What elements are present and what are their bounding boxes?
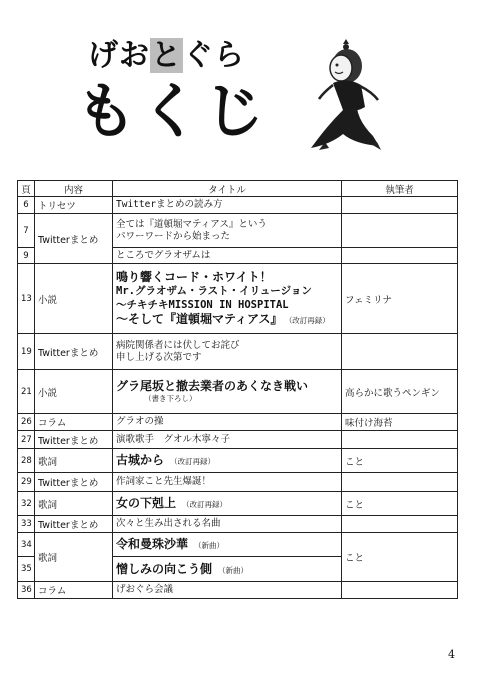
title-line: Twitterまとめの読み方 — [116, 199, 223, 211]
title-line: 古城から — [116, 453, 165, 467]
row-author: 高らかに歌うペンギン — [342, 370, 458, 414]
title-line: グラオの操 — [116, 416, 164, 428]
row-page: 27 — [18, 431, 35, 449]
row-page: 34 — [18, 533, 35, 557]
page-number: 4 — [448, 648, 455, 661]
row-type: Twitterまとめ — [35, 431, 113, 449]
row-type: Twitterまとめ — [35, 214, 113, 264]
title-line: げおぐら会議 — [116, 584, 174, 596]
title-line: ～そして『道頓堀マティアス』 — [116, 311, 283, 326]
column-header-type: 内容 — [35, 181, 113, 197]
row-author: こと — [342, 449, 458, 473]
row-page: 35 — [18, 557, 35, 582]
row-type: 歌詞 — [35, 449, 113, 473]
title-note: （書き下ろし） — [144, 394, 197, 404]
table-row — [18, 516, 458, 533]
title-line: 全ては『道頓堀マティアス』という — [116, 218, 267, 230]
row-title — [113, 582, 342, 599]
row-author — [342, 214, 458, 248]
row-page: 21 — [18, 370, 35, 414]
table-row — [18, 334, 458, 370]
row-title — [113, 449, 342, 473]
row-type: トリセツ — [35, 197, 113, 214]
row-type: コラム — [35, 414, 113, 431]
table-row — [18, 214, 458, 248]
column-header-author: 執筆者 — [342, 181, 458, 197]
row-title — [113, 414, 342, 431]
row-page: 28 — [18, 449, 35, 473]
row-title — [113, 431, 342, 449]
row-type: 小説 — [35, 264, 113, 334]
row-title — [113, 248, 342, 264]
row-type: コラム — [35, 582, 113, 599]
row-type: Twitterまとめ — [35, 516, 113, 533]
title-line: 令和曼珠沙華 — [116, 537, 189, 551]
row-author: こと — [342, 492, 458, 516]
row-title — [113, 334, 342, 370]
title-note: （新曲） — [218, 565, 249, 575]
title-note: （改訂再録） — [182, 500, 228, 509]
row-page: 32 — [18, 492, 35, 516]
title-line: Mr.グラオザム・ラスト・イリュージョン — [116, 285, 312, 298]
row-author: こと — [342, 533, 458, 582]
table-row — [18, 197, 458, 214]
row-author — [342, 516, 458, 533]
table-row — [18, 370, 458, 414]
table-row — [18, 582, 458, 599]
row-author — [342, 334, 458, 370]
row-page: 7 — [18, 214, 35, 248]
title-line: 鳴り響くコード・ホワイト！ — [116, 270, 272, 285]
title-line: ～チキチキMISSION IN HOSPITAL — [116, 298, 289, 311]
row-title — [113, 370, 342, 414]
logo-text-1: げお — [88, 38, 150, 73]
title-line: 申し上げる次第です — [116, 351, 202, 363]
row-page: 29 — [18, 473, 35, 492]
title-note: （改訂再録） — [288, 315, 330, 325]
row-page: 13 — [18, 264, 35, 334]
row-type: 歌詞 — [35, 533, 113, 582]
row-type: Twitterまとめ — [35, 473, 113, 492]
table-row — [18, 492, 458, 516]
title-line: パワーワードから始まった — [116, 230, 231, 242]
row-page: 19 — [18, 334, 35, 370]
logo — [88, 30, 245, 74]
row-page: 9 — [18, 248, 35, 264]
title-note: （新曲） — [194, 541, 225, 550]
title-line: グラ尾坂と撤去業者のあくなき戦い — [116, 379, 309, 394]
table-row — [18, 414, 458, 431]
row-page: 33 — [18, 516, 35, 533]
page-title: もくじ — [76, 77, 268, 147]
logo-text-2: と — [151, 38, 182, 73]
row-type: 歌詞 — [35, 492, 113, 516]
mascot-illustration — [305, 38, 395, 156]
row-title — [113, 264, 342, 334]
title-line: ところでグラオザムは — [116, 249, 211, 261]
row-author — [342, 248, 458, 264]
column-header-title: タイトル — [113, 181, 342, 197]
title-line: 病院関係者には伏してお詫び — [116, 339, 240, 351]
title-line: 女の下剋上 — [116, 496, 177, 510]
row-title — [113, 516, 342, 533]
row-title — [113, 214, 342, 248]
toc-table — [17, 180, 458, 599]
row-type: Twitterまとめ — [35, 334, 113, 370]
row-title — [113, 557, 342, 582]
row-page: 26 — [18, 414, 35, 431]
title-line: 作詞家こと先生爆誕！ — [116, 476, 212, 488]
row-page: 6 — [18, 197, 35, 214]
title-line: 演歌歌手 グオル木寧々子 — [116, 433, 231, 445]
row-title — [113, 492, 342, 516]
table-header-row — [18, 181, 458, 197]
row-page: 36 — [18, 582, 35, 599]
row-title — [113, 197, 342, 214]
title-line: 次々と生み出される名曲 — [116, 518, 221, 530]
table-row — [18, 264, 458, 334]
row-type: 小説 — [35, 370, 113, 414]
row-author — [342, 473, 458, 492]
title-line: 憎しみの向こう側 — [116, 561, 213, 576]
row-author: フェミリナ — [342, 264, 458, 334]
row-author: 味付け海苔 — [342, 414, 458, 431]
logo-text-3: ぐら — [183, 38, 245, 73]
title-note: （改訂再録） — [170, 457, 216, 466]
row-author — [342, 582, 458, 599]
table-row — [18, 473, 458, 492]
table-row — [18, 449, 458, 473]
table-row — [18, 431, 458, 449]
column-header-page: 頁 — [18, 181, 35, 197]
row-author — [342, 431, 458, 449]
table-row — [18, 533, 458, 557]
row-author — [342, 197, 458, 214]
row-title — [113, 473, 342, 492]
row-title — [113, 533, 342, 557]
